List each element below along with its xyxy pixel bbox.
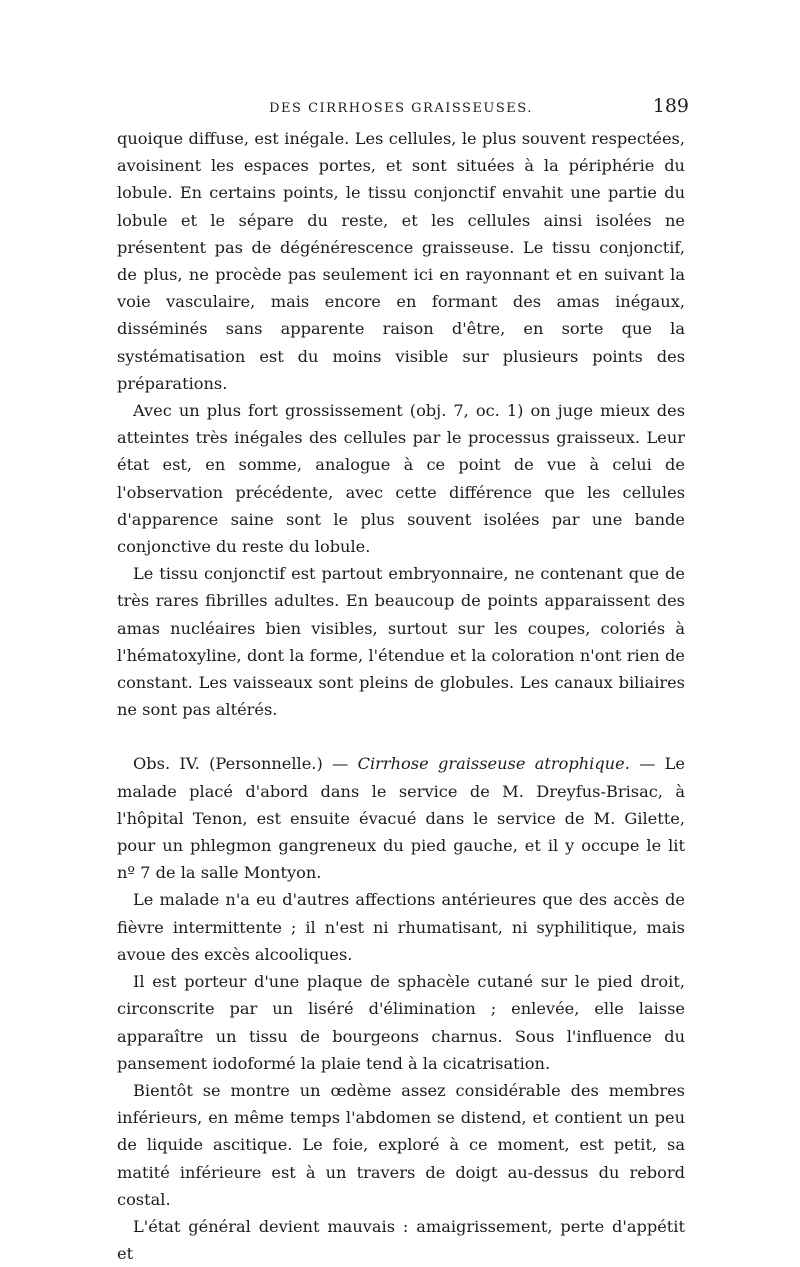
- observation-paragraph: [117, 750, 685, 886]
- running-header: [117, 95, 689, 125]
- paragraph-2: Avec un plus fort grossissement (obj. 7, oc. 1) on juge mieux des atteintes très inégales des cellules par le processus graisseux. Leur état est, en somme, analogue à ce point de vue à celui de l'observation précédente, avec cette différence que les cellules d'apparence saine sont le plus souvent isolées par une bande conjonctive du reste du lobule.: [117, 401, 685, 557]
- running-title: DES CIRRHOSES GRAISSEUSES.: [269, 101, 533, 116]
- page-number: 189: [652, 95, 689, 117]
- book-page: [117, 95, 689, 1267]
- paragraph-3: Le tissu conjonctif est partout embryonnaire, ne contenant que de très rares fibrilles adultes. En beaucoup de points apparaissent des amas nucléaires bien visibles, surtout sur les coupes, coloriés à l'hématoxyline, dont la forme, l'étendue et la coloration n'ont rien de constant. Les vaisseaux sont pleins de globules. Les canaux biliaires ne sont pas altérés.: [117, 564, 685, 720]
- paragraph-1: quoique diffuse, est inégale. Les cellules, le plus souvent respectées, avoisinent les espaces portes, et sont situées à la périphérie du lobule. En certains points, le tissu conjonctif envahit une partie du lobule et le sépare du reste, et les cellules ainsi isolées ne présentent pas de dégénérescence graisseuse. Le tissu conjonctif, de plus, ne procède pas seulement ici en rayonnant et en suivant la voie vasculaire, mais encore en formant des amas inégaux, disséminés sans apparente raison d'être, en sorte que la systématisation est du moins visible sur plusieurs points des préparations.: [117, 129, 685, 393]
- paragraph-7: L'état général devient mauvais : amaigrissement, perte d'appétit et: [117, 1216, 685, 1264]
- observation-label: Obs. IV. (Personnelle.) —: [133, 754, 349, 774]
- section-gap: [117, 723, 685, 750]
- paragraph-5: Il est porteur d'une plaque de sphacèle cutané sur le pied droit, circonscrite par un liséré d'élimination ; enlevée, elle laisse apparaître un tissu de bourgeons charnus. Sous l'influence du pansement iodoformé la plaie tend à la cicatrisation.: [117, 972, 685, 1073]
- paragraph-6: Bientôt se montre un œdème assez considérable des membres inférieurs, en même temps l'abdomen se distend, et contient un peu de liquide ascitique. Le foie, exploré à ce moment, est petit, sa matité inférieure est à un travers de doigt au-dessus du rebord costal.: [117, 1080, 685, 1209]
- observation-title: Cirrhose graisseuse atrophique.: [357, 754, 630, 774]
- observation-text: — Le malade placé d'abord dans le service de M. Dreyfus-Brisac, à l'hôpital Tenon, est ensuite évacué dans le service de M. Gilette, pour un phlegmon gangreneux du pied gauche, et il y occupe le lit nº 7 de la salle Montyon.: [117, 754, 685, 883]
- paragraph-4: Le malade n'a eu d'autres affections antérieures que des accès de fièvre intermittente ; il n'est ni rhumatisant, ni syphilitique, mais avoue des excès alcooliques.: [117, 890, 685, 964]
